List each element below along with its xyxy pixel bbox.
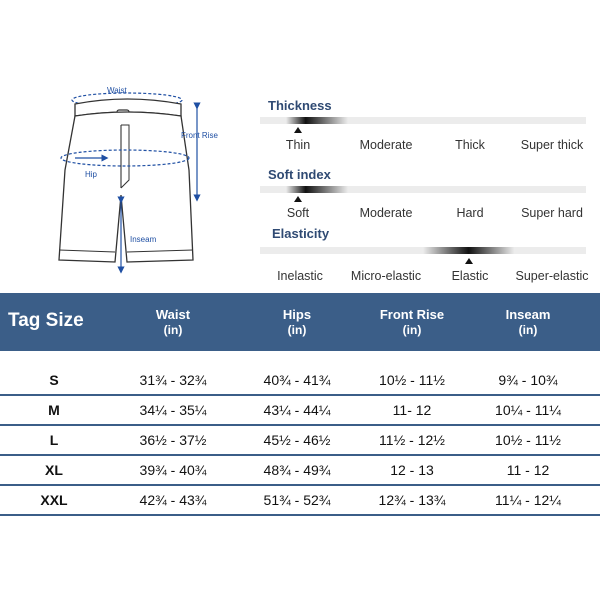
hips-header-label: Hips (282, 307, 312, 322)
front-rise-label: Front Rise (181, 131, 218, 140)
front-rise-column-header (352, 307, 472, 337)
size-cell: XL (45, 462, 63, 478)
table-row (0, 366, 600, 396)
hips-header-unit: (in) (287, 323, 307, 337)
inseam-cell: 9¾ - 10¾ (498, 372, 558, 388)
elasticity-option: Inelastic (277, 269, 323, 283)
table-row (0, 426, 600, 456)
elasticity-bar (260, 247, 586, 254)
thickness-option: Thin (285, 138, 311, 152)
front-rise-cell: 12¾ - 13¾ (378, 492, 446, 508)
front-rise-cell: 11½ - 12½ (379, 432, 445, 448)
size-cell: S (49, 372, 59, 388)
waist-cell: 36½ - 37½ (139, 432, 207, 448)
waist-cell: 34¼ - 35¼ (139, 402, 207, 418)
table-row (0, 456, 600, 486)
inseam-cell: 11 - 12 (506, 462, 550, 478)
shorts-measurement-diagram (55, 80, 235, 280)
inseam-column-header (468, 307, 588, 337)
hips-column-header (237, 307, 357, 337)
hips-cell: 48¾ - 49¾ (263, 462, 331, 478)
thickness-option: Super thick (520, 138, 584, 152)
waist-header-unit: (in) (163, 323, 183, 337)
soft-index-option: Super hard (521, 206, 583, 220)
shorts-illustration (55, 80, 235, 280)
tag-size-header: Tag Size (8, 310, 84, 331)
thickness-marker (294, 127, 302, 133)
inseam-header-label: Inseam (505, 307, 551, 322)
waist-header-label: Waist (155, 307, 191, 322)
inseam-cell: 11¼ - 12¼ (495, 492, 561, 508)
thickness-option: Thick (455, 138, 485, 152)
size-table-body (0, 366, 600, 516)
table-row (0, 486, 600, 516)
hip-label: Hip (85, 170, 98, 179)
front-rise-header-unit: (in) (402, 323, 422, 337)
size-cell: L (49, 432, 59, 448)
size-cell: M (48, 402, 60, 418)
soft-index-marker (294, 196, 302, 202)
inseam-cell: 10½ - 11½ (495, 432, 561, 448)
waist-cell: 31¾ - 32¾ (139, 372, 207, 388)
inseam-label: Inseam (130, 235, 157, 244)
waist-label: Waist (107, 86, 127, 95)
soft-index-option: Soft (286, 206, 310, 220)
hips-cell: 43¼ - 44¼ (263, 402, 331, 418)
thickness-title: Thickness (268, 98, 332, 113)
waist-column-header (113, 307, 233, 337)
soft-index-option: Hard (456, 206, 484, 220)
thickness-option: Moderate (359, 138, 413, 152)
front-rise-header-label: Front Rise (379, 307, 445, 322)
front-rise-cell: 10½ - 11½ (379, 372, 445, 388)
hips-cell: 51¾ - 52¾ (263, 492, 331, 508)
thickness-bar (260, 117, 586, 124)
waist-cell: 42¾ - 43¾ (139, 492, 207, 508)
soft-index-title: Soft index (268, 167, 331, 182)
soft-index-option: Moderate (359, 206, 413, 220)
table-row (0, 396, 600, 426)
soft-index-bar (260, 186, 586, 193)
hips-cell: 40¾ - 41¾ (263, 372, 331, 388)
front-rise-cell: 11- 12 (392, 402, 432, 418)
inseam-cell: 10¼ - 11¼ (495, 402, 561, 418)
size-cell: XXL (40, 492, 68, 508)
elasticity-option: Micro-elastic (350, 269, 422, 283)
elasticity-option: Elastic (451, 269, 489, 283)
inseam-header-unit: (in) (518, 323, 538, 337)
hips-cell: 45½ - 46½ (263, 432, 331, 448)
size-table-header (0, 293, 600, 351)
waist-cell: 39¾ - 40¾ (139, 462, 207, 478)
elasticity-marker (465, 258, 473, 264)
elasticity-title: Elasticity (272, 226, 330, 241)
elasticity-option: Super-elastic (515, 269, 589, 283)
front-rise-cell: 12 - 13 (390, 462, 434, 478)
